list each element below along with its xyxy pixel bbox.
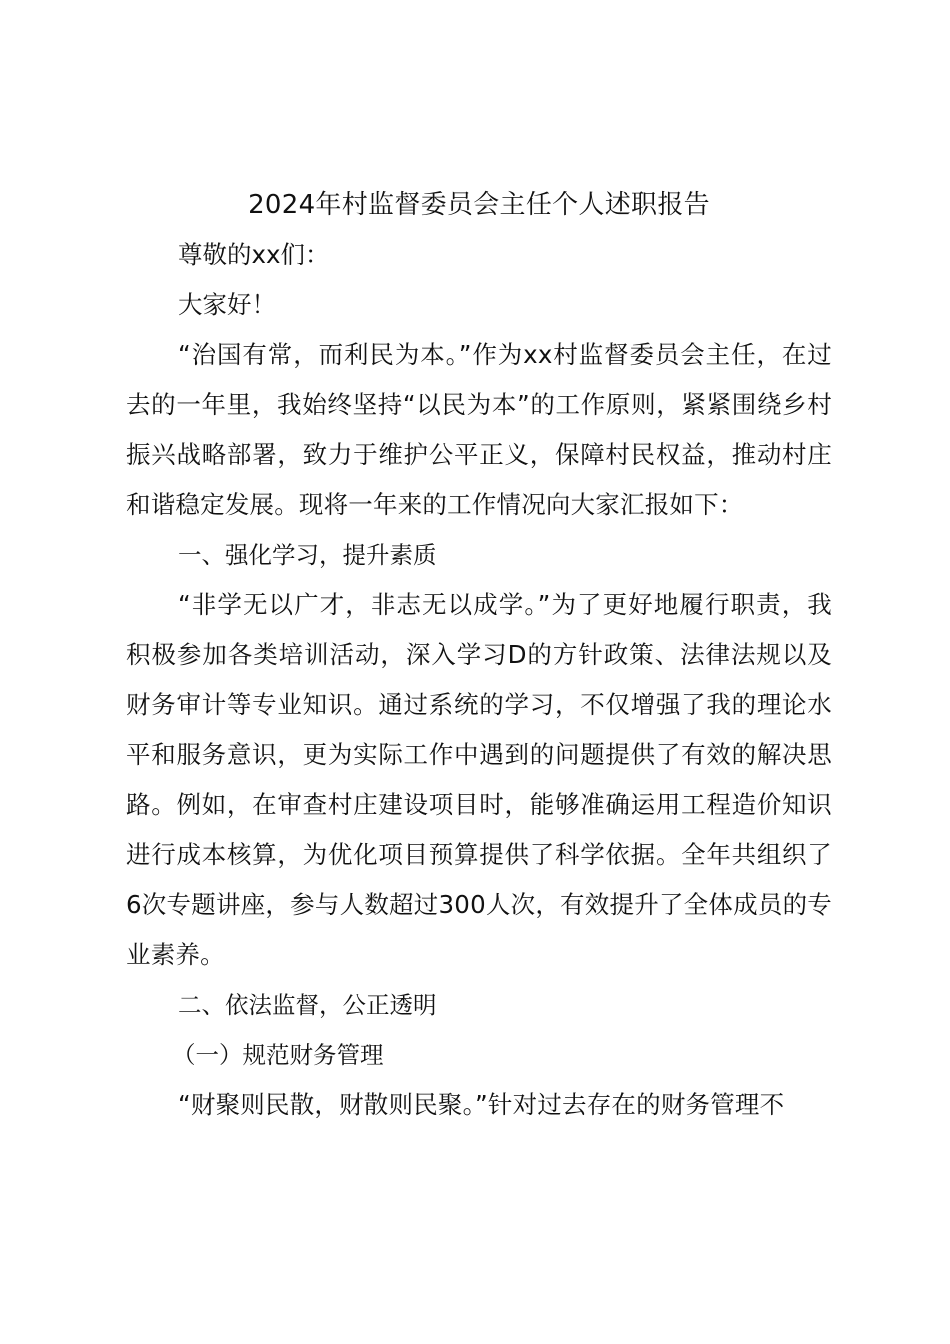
document-content — [126, 180, 832, 1130]
intro-paragraph: “治国有常，而利民为本。”作为xx村监督委员会主任，在过去的一年里，我始终坚持“以民为本”的工作原则，紧紧围绕乡村振兴战略部署，致力于维护公平正义，保障村民权益，推动村庄和谐稳定发展。现将一年来的工作情况向大家汇报如下： — [126, 340, 832, 519]
section-1-paragraph: “非学无以广才，非志无以成学。”为了更好地履行职责，我积极参加各类培训活动，深入学习D的方针政策、法律法规以及财务审计等专业知识。通过系统的学习，不仅增强了我的理论水平和服务意识，更为实际工作中遇到的问题提供了有效的解决思路。例如，在审查村庄建设项目时，能够准确运用工程造价知识进行成本核算，为优化项目预算提供了科学依据。全年共组织了6次专题讲座，参与人数超过300人次，有效提升了全体成员的专业素养。 — [126, 590, 832, 969]
section-2-heading: 二、依法监督，公正透明 — [178, 991, 437, 1019]
section-2-subheading-1: （一）规范财务管理 — [172, 1041, 384, 1069]
greeting: 大家好！ — [178, 290, 276, 319]
document-title: 2024年村监督委员会主任个人述职报告 — [248, 190, 710, 220]
salutation: 尊敬的xx们： — [178, 240, 330, 269]
section-1-heading: 一、强化学习，提升素质 — [178, 541, 437, 569]
section-2-paragraph: “财聚则民散，财散则民聚。”针对过去存在的财务管理不 — [178, 1090, 785, 1119]
